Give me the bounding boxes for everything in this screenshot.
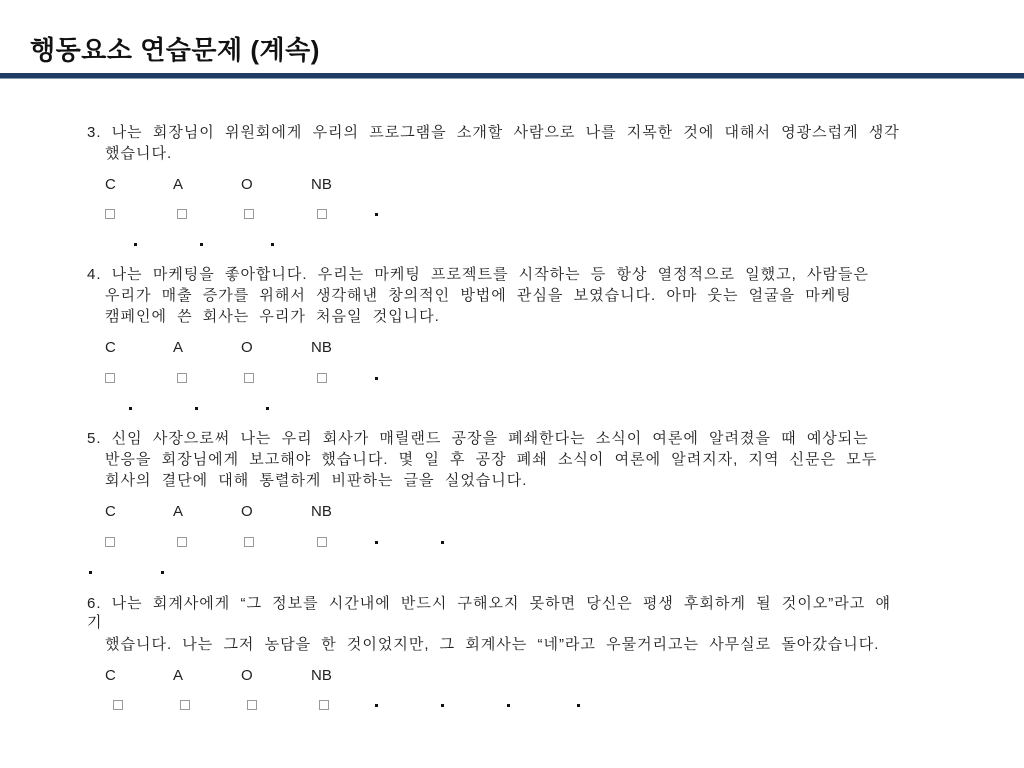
- checkbox-icon: [317, 209, 327, 219]
- bullet-dot: [441, 541, 444, 544]
- question-text-line: 기: [87, 614, 103, 631]
- checkbox-icon: [105, 373, 115, 383]
- option-label-o: O: [241, 339, 253, 356]
- checkbox-icon: [105, 209, 115, 219]
- checkbox-icon: [244, 373, 254, 383]
- checkbox-icon: [113, 700, 123, 710]
- checkbox-icon: [319, 700, 329, 710]
- bullet-dot: [161, 571, 164, 574]
- bullet-dot: [200, 243, 203, 246]
- option-label-nb: NB: [311, 503, 332, 520]
- bullet-dot: [375, 377, 378, 380]
- checkbox-icon: [244, 209, 254, 219]
- bullet-dot: [375, 541, 378, 544]
- question-text-line: 캠페인에 쓴 회사는 우리가 처음일 것입니다.: [105, 308, 440, 325]
- option-label-c: C: [105, 667, 116, 684]
- bullet-dot: [507, 704, 510, 707]
- question-text-line: 3. 나는 회장님이 위원회에게 우리의 프로그램을 소개할 사람으로 나를 지목한 것에 대해서 영광스럽게 생각: [87, 124, 900, 141]
- checkbox-icon: [177, 537, 187, 547]
- bullet-dot: [375, 213, 378, 216]
- option-label-c: C: [105, 339, 116, 356]
- bullet-dot: [271, 243, 274, 246]
- checkbox-icon: [244, 537, 254, 547]
- option-label-o: O: [241, 667, 253, 684]
- bullet-dot: [266, 407, 269, 410]
- checkbox-icon: [180, 700, 190, 710]
- option-label-a: A: [173, 667, 184, 684]
- question-text-line: 우리가 매출 증가를 위해서 생각해낸 창의적인 방법에 관심을 보였습니다. 아마 웃는 얼굴을 마케팅: [105, 287, 852, 304]
- option-label-c: C: [105, 176, 116, 193]
- bullet-dot: [195, 407, 198, 410]
- option-label-nb: NB: [311, 667, 332, 684]
- option-label-a: A: [173, 339, 184, 356]
- checkbox-icon: [247, 700, 257, 710]
- option-label-c: C: [105, 503, 116, 520]
- checkbox-icon: [177, 373, 187, 383]
- title-rule-underline: [0, 78, 1024, 79]
- option-label-nb: NB: [311, 339, 332, 356]
- bullet-dot: [577, 704, 580, 707]
- question-text-line: 반응을 회장님에게 보고해야 했습니다. 몇 일 후 공장 폐쇄 소식이 여론에 알려지자, 지역 신문은 모두: [105, 451, 878, 468]
- checkbox-icon: [317, 537, 327, 547]
- option-label-a: A: [173, 503, 184, 520]
- question-text-line: 4. 나는 마케팅을 좋아합니다. 우리는 마케팅 프로젝트를 시작하는 등 항상 열정적으로 일했고, 사람들은: [87, 266, 869, 283]
- option-label-o: O: [241, 503, 253, 520]
- question-text-line: 했습니다.: [105, 145, 173, 162]
- bullet-dot: [129, 407, 132, 410]
- option-label-nb: NB: [311, 176, 332, 193]
- checkbox-icon: [317, 373, 327, 383]
- question-text-line: 5. 신임 사장으로써 나는 우리 회사가 매릴랜드 공장을 폐쇄한다는 소식이 여론에 알려졌을 때 예상되는: [87, 430, 869, 447]
- question-text-line: 회사의 결단에 대해 통렬하게 비판하는 글을 실었습니다.: [105, 472, 528, 489]
- option-label-a: A: [173, 176, 184, 193]
- question-text-line: 6. 나는 회계사에게 “그 정보를 시간내에 반드시 구해오지 못하면 당신은 평생 후회하게 될 것이오”라고 얘: [87, 595, 891, 612]
- bullet-dot: [134, 243, 137, 246]
- checkbox-icon: [177, 209, 187, 219]
- bullet-dot: [375, 704, 378, 707]
- checkbox-icon: [105, 537, 115, 547]
- slide-title: 행동요소 연습문제 (계속): [30, 35, 320, 65]
- question-text-line: 했습니다. 나는 그저 농담을 한 것이었지만, 그 회계사는 “네”라고 우물거리고는 사무실로 돌아갔습니다.: [105, 636, 880, 653]
- option-label-o: O: [241, 176, 253, 193]
- bullet-dot: [441, 704, 444, 707]
- bullet-dot: [89, 571, 92, 574]
